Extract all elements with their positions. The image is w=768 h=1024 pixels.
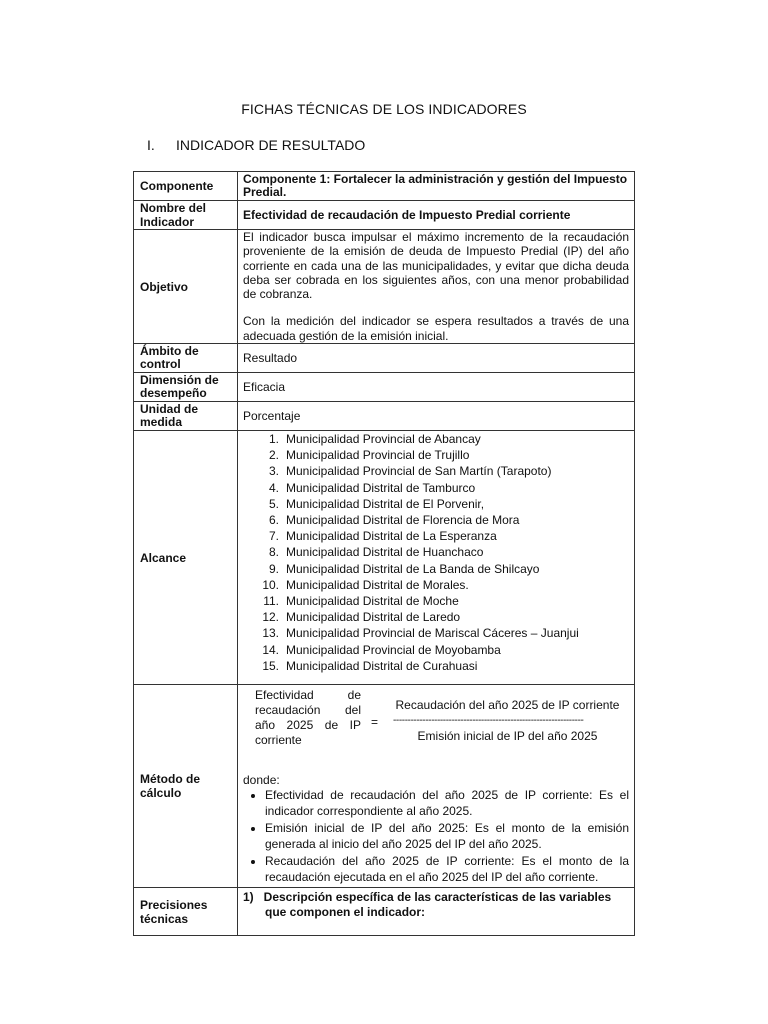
formula-fraction-line: ----------------------------------------------------------------- xyxy=(393,715,584,727)
alcance-item-text: Municipalidad Distrital de La Banda de Shilcayo xyxy=(286,561,540,576)
value-metodo xyxy=(238,685,635,888)
row-ambito xyxy=(134,344,635,373)
label-componente: Componente xyxy=(134,172,238,201)
section-label: INDICADOR DE RESULTADO xyxy=(176,137,366,153)
alcance-item-number: 12. xyxy=(262,610,279,625)
row-metodo xyxy=(134,685,635,888)
alcance-item xyxy=(268,512,629,528)
value-nombre: Efectividad de recaudación de Impuesto Predial corriente xyxy=(238,201,635,230)
label-precisiones: Precisiones técnicas xyxy=(134,888,238,936)
alcance-item-number: 11. xyxy=(263,593,279,608)
formula xyxy=(243,685,629,757)
alcance-item-number: 10. xyxy=(262,577,279,592)
alcance-item-text: Municipalidad Distrital de Curahuasi xyxy=(286,658,478,673)
row-nombre xyxy=(134,201,635,230)
alcance-item-number: 9. xyxy=(268,561,279,576)
metodo-bullets xyxy=(243,787,629,885)
label-objetivo: Objetivo xyxy=(134,230,238,344)
alcance-item-number: 13. xyxy=(262,626,279,641)
alcance-item xyxy=(262,577,629,593)
value-dimension: Eficacia xyxy=(238,373,635,402)
bullet-item: • Recaudación del año 2025 de IP corriente: Es el monto de la recaudación ejecutada en el año 2025 del IP del año corriente. xyxy=(265,853,629,886)
formula-left: Efectividad de recaudación del año 2025 de IP corriente xyxy=(255,688,361,748)
bullet-item: • Emisión inicial de IP del año 2025: Es el monto de la emisión generada al inicio del año 2025 del IP del año 2025. xyxy=(265,820,629,853)
alcance-item-text: Municipalidad Distrital de Moche xyxy=(286,593,459,608)
row-dimension xyxy=(134,373,635,402)
alcance-item xyxy=(268,431,629,447)
alcance-item xyxy=(262,642,629,658)
alcance-item-text: Municipalidad Distrital de Florencia de Mora xyxy=(286,513,520,528)
alcance-item-number: 7. xyxy=(268,529,279,544)
formula-denominator: Emisión inicial de IP del año 2025 xyxy=(417,729,598,744)
row-precisiones xyxy=(134,888,635,936)
alcance-item-text: Municipalidad Distrital de Morales. xyxy=(286,577,469,592)
alcance-item xyxy=(268,561,629,577)
bullet-item: • Efectividad de recaudación del año 2025 de IP corriente: Es el indicador correspondiente al año 2025. xyxy=(265,787,629,820)
donde-label: donde: xyxy=(243,773,280,788)
alcance-item xyxy=(268,447,629,463)
value-objetivo xyxy=(238,230,635,344)
alcance-item-number: 15. xyxy=(262,658,279,673)
alcance-item-text: Municipalidad Distrital de Tamburco xyxy=(286,480,476,495)
alcance-item-text: Municipalidad Provincial de Moyobamba xyxy=(286,642,501,657)
alcance-list xyxy=(243,431,629,674)
label-unidad: Unidad de medida xyxy=(134,402,238,431)
alcance-item xyxy=(262,625,629,641)
row-objetivo xyxy=(134,230,635,344)
objetivo-paragraph-2: Con la medición del indicador se espera resultados a través de una adecuada gestión de la emisión inicial. xyxy=(243,314,629,343)
alcance-item-number: 8. xyxy=(268,545,279,560)
label-metodo: Método de cálculo xyxy=(134,685,238,888)
formula-equals: = xyxy=(371,715,379,730)
document-title: FICHAS TÉCNICAS DE LOS INDICADORES xyxy=(241,101,527,117)
alcance-item-number: 6. xyxy=(268,513,279,528)
alcance-item-number: 3. xyxy=(268,464,279,479)
value-alcance xyxy=(238,431,635,685)
alcance-item-text: Municipalidad Distrital de Huanchaco xyxy=(286,545,484,560)
section-heading xyxy=(147,137,365,153)
alcance-item-text: Municipalidad Provincial de Trujillo xyxy=(286,448,470,463)
alcance-item-text: Municipalidad Provincial de Abancay xyxy=(286,432,481,447)
alcance-item xyxy=(268,528,629,544)
row-alcance xyxy=(134,431,635,685)
alcance-item-number: 2. xyxy=(268,448,279,463)
alcance-item-text: Municipalidad Provincial de San Martín (Tarapoto) xyxy=(286,464,552,479)
section-number: I. xyxy=(147,137,155,153)
alcance-item xyxy=(268,480,629,496)
alcance-item-number: 14. xyxy=(262,642,279,657)
value-unidad: Porcentaje xyxy=(238,402,635,431)
alcance-item xyxy=(262,658,629,674)
alcance-item-text: Municipalidad Distrital de El Porvenir, xyxy=(286,496,485,511)
alcance-item-text: Municipalidad Distrital de Laredo xyxy=(286,610,461,625)
objetivo-paragraph-1: El indicador busca impulsar el máximo incremento de la recaudación proveniente de la emisión de deuda de Impuesto Predial (IP) del año corriente en cada una de las municipalidades, y evitar que dicha deuda deba ser cobrada en los siguientes años, con una menor probabilidad de cobranza. xyxy=(243,230,629,302)
indicator-table xyxy=(133,171,635,936)
value-ambito: Resultado xyxy=(238,344,635,373)
row-unidad xyxy=(134,402,635,431)
alcance-item xyxy=(268,544,629,560)
alcance-item xyxy=(263,593,629,609)
label-ambito: Ámbito de control xyxy=(134,344,238,373)
value-precisiones xyxy=(238,888,635,936)
precisiones-heading: 1) Descripción específica de las características de las variables que componen el indicador: xyxy=(243,890,612,920)
alcance-item-number: 1. xyxy=(268,432,279,447)
alcance-item-text: Municipalidad Provincial de Mariscal Cáceres – Juanjui xyxy=(286,626,579,641)
alcance-item-text: Municipalidad Distrital de La Esperanza xyxy=(286,529,497,544)
alcance-item-number: 4. xyxy=(268,480,279,495)
label-dimension: Dimensión de desempeño xyxy=(134,373,238,402)
row-componente xyxy=(134,172,635,201)
alcance-item xyxy=(268,463,629,479)
alcance-item-number: 5. xyxy=(268,496,279,511)
alcance-item xyxy=(262,609,629,625)
alcance-item xyxy=(268,496,629,512)
label-alcance: Alcance xyxy=(134,431,238,685)
formula-numerator: Recaudación del año 2025 de IP corriente xyxy=(395,698,620,713)
label-nombre: Nombre del Indicador xyxy=(134,201,238,230)
value-componente: Componente 1: Fortalecer la administración y gestión del Impuesto Predial. xyxy=(238,172,635,201)
